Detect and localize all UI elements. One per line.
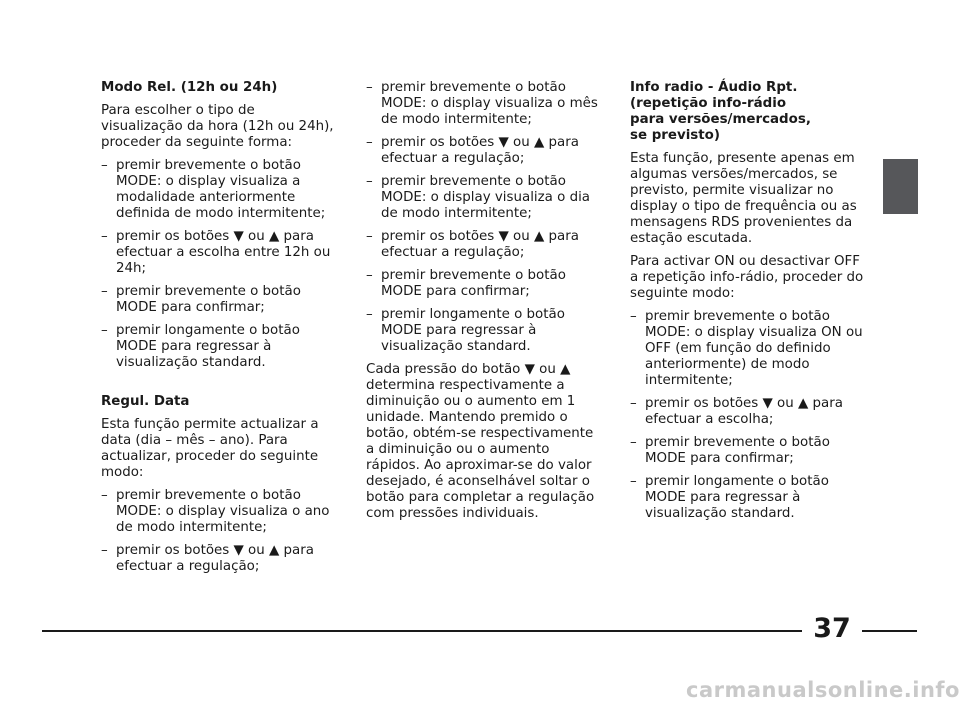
list-dash: – [101, 543, 108, 558]
paragraph: Cada pressão do botão ▼ ou ▲ determina respectivamente a diminuição ou o aumento em 1 unidade. Mantendo premido o botão, obtém-se respectivamente a diminuição ou o aumento rápidos. Ao aproximar-se do valor desejado, é aconselhável soltar o botão para completar a regulação com pressões individuais. [366, 362, 595, 521]
section-heading-info-radio [630, 80, 865, 144]
watermark: carmanualsonline.info [686, 678, 960, 702]
list-item [366, 229, 601, 261]
list-item [630, 396, 865, 428]
list-dash: – [366, 80, 373, 95]
list-item-text: premir brevemente o botão MODE: o display visualiza o dia de modo intermitente; [381, 174, 591, 221]
list-item-text: premir os botões ▼ ou ▲ para efectuar a escolha entre 12h ou 24h; [116, 229, 331, 276]
list-item [630, 474, 865, 522]
list-item [630, 309, 865, 389]
section-spacer [101, 378, 336, 394]
list-dash: – [366, 307, 373, 322]
heading-line: se previsto) [630, 128, 720, 143]
column-left [101, 80, 336, 582]
list-item-text: premir longamente o botão MODE para regressar à visualização standard. [381, 307, 565, 354]
list-dash: – [366, 174, 373, 189]
list-item-text: premir brevemente o botão MODE para confirmar; [116, 284, 301, 315]
list-item-text: premir brevemente o botão MODE: o display visualiza o mês de modo intermitente; [381, 80, 598, 127]
heading-line: (repetição info-rádio [630, 96, 787, 111]
list-dash: – [101, 229, 108, 244]
list-item-text: premir longamente o botão MODE para regressar à visualização standard. [645, 474, 829, 521]
list-item [366, 268, 601, 300]
list-item-text: premir os botões ▼ ou ▲ para efectuar a regulação; [381, 135, 579, 166]
list-item [630, 435, 865, 467]
list-dash: – [366, 229, 373, 244]
list-dash: – [366, 135, 373, 150]
paragraph: Esta função, presente apenas em algumas versões/mercados, se previsto, permite visualizar no display o tipo de frequência ou as mensagens RDS provenientes da estação escutada. [630, 151, 857, 246]
column-right [630, 80, 865, 529]
list-dash: – [366, 268, 373, 283]
paragraph: Para escolher o tipo de visualização da hora (12h ou 24h), proceder da seguinte forma: [101, 103, 334, 150]
list-item [366, 307, 601, 355]
list-item [101, 543, 336, 575]
list-item [101, 158, 336, 222]
list-dash: – [630, 396, 637, 411]
list-item [101, 229, 336, 277]
heading-line: Info radio - Áudio Rpt. [630, 80, 798, 95]
list-item-text: premir os botões ▼ ou ▲ para efectuar a regulação; [381, 229, 579, 260]
paragraph: Para activar ON ou desactivar OFF a repetição info-rádio, proceder do seguinte modo: [630, 254, 864, 301]
list-item-text: premir longamente o botão MODE para regressar à visualização standard. [116, 323, 300, 370]
list-dash: – [101, 488, 108, 503]
list-item [366, 80, 601, 128]
list-dash: – [630, 474, 637, 489]
list-item-text: premir brevemente o botão MODE: o display visualiza ON ou OFF (em função do definido anteriormente) de modo intermitente; [645, 309, 863, 388]
list-dash: – [101, 284, 108, 299]
list-dash: – [630, 435, 637, 450]
list-item-text: premir brevemente o botão MODE para confirmar; [645, 435, 830, 466]
page-number: 37 [813, 613, 851, 644]
list-item-text: premir brevemente o botão MODE: o display visualiza o ano de modo intermitente; [116, 488, 330, 535]
list-dash: – [101, 323, 108, 338]
list-item-text: premir os botões ▼ ou ▲ para efectuar a regulação; [116, 543, 314, 574]
footer-rule-right [862, 630, 917, 632]
list-item [101, 284, 336, 316]
column-middle [366, 80, 601, 529]
list-item-text: premir os botões ▼ ou ▲ para efectuar a escolha; [645, 396, 843, 427]
paragraph: Esta função permite actualizar a data (dia – mês – ano). Para actualizar, proceder do seguinte modo: [101, 417, 319, 480]
list-item [366, 135, 601, 167]
list-item [101, 488, 336, 536]
list-item [101, 323, 336, 371]
list-item-text: premir brevemente o botão MODE para confirmar; [381, 268, 566, 299]
footer-rule-left [42, 630, 802, 632]
section-tab-marker [883, 159, 918, 214]
list-dash: – [630, 309, 637, 324]
section-heading-time-mode: Modo Rel. (12h ou 24h) [101, 80, 278, 95]
section-heading-date: Regul. Data [101, 394, 190, 409]
list-item-text: premir brevemente o botão MODE: o display visualiza a modalidade anteriormente definida de modo intermitente; [116, 158, 326, 221]
list-item [366, 174, 601, 222]
heading-line: para versões/mercados, [630, 112, 811, 127]
list-dash: – [101, 158, 108, 173]
